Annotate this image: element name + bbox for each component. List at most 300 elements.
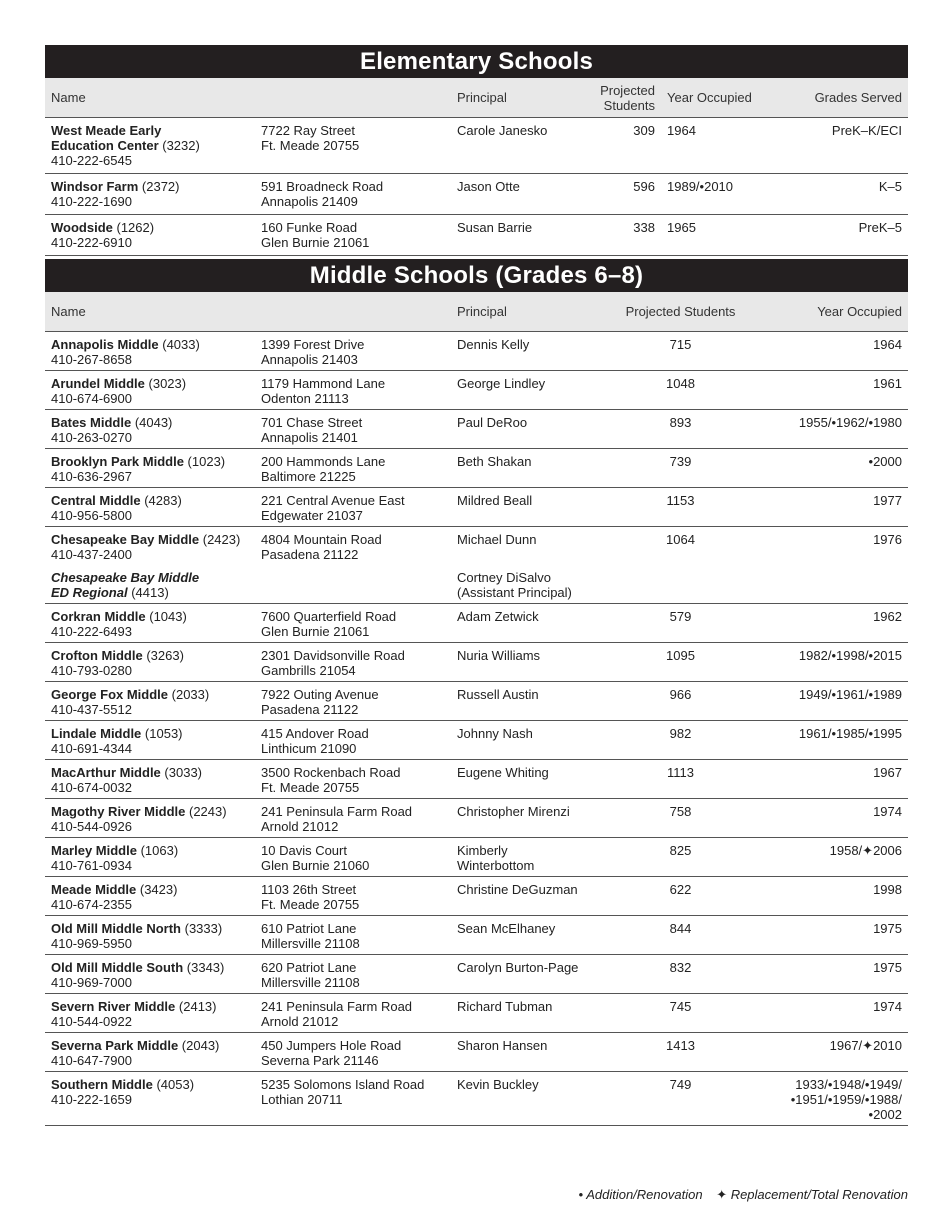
address-cell [255, 488, 451, 527]
school-name: Meade Middle [51, 882, 137, 897]
year-occupied-line2: •1951/•1959/•1988/•2002 [790, 1092, 902, 1122]
table-row [45, 1033, 908, 1072]
principal: Carolyn Burton-Page [457, 960, 579, 975]
students-cell [593, 371, 768, 410]
school-phone: 410-674-6900 [51, 391, 132, 406]
students: 338 [633, 220, 655, 235]
principal-cell [451, 565, 593, 604]
address-line2: Pasadena 21122 [261, 547, 359, 562]
year-occupied-cell [768, 916, 908, 955]
header-year: Year Occupied [661, 78, 761, 118]
school-name: Annapolis Middle [51, 337, 159, 352]
students: 825 [669, 843, 692, 858]
year-occupied-cell [661, 118, 761, 174]
header-grades: Grades Served [761, 78, 908, 118]
table-row [45, 565, 908, 604]
school-name: Arundel Middle [51, 376, 145, 391]
principal: Nuria Williams [457, 648, 541, 663]
students: 982 [669, 726, 692, 741]
address-cell [255, 604, 451, 643]
school-name-cell [45, 488, 255, 527]
address-line2: Gambrills 21054 [261, 663, 356, 678]
students: 1153 [666, 493, 695, 508]
header-principal: Principal [451, 292, 593, 332]
students: 739 [669, 454, 692, 469]
school-code: (4413) [131, 585, 169, 600]
table-row [45, 527, 908, 566]
address: 10 Davis Court [261, 843, 347, 858]
address-line2: Arnold 21012 [261, 819, 339, 834]
principal-cell [451, 799, 593, 838]
principal-cell [451, 643, 593, 682]
school-phone: 410-793-0280 [51, 663, 132, 678]
address-cell [255, 371, 451, 410]
school-code: (4043) [134, 415, 173, 430]
students-cell [593, 721, 768, 760]
school-name-cell [45, 371, 255, 410]
year-occupied: 1977 [873, 493, 902, 508]
year-occupied-cell [768, 1033, 908, 1072]
students-cell [593, 565, 768, 604]
address-line2: Glen Burnie 21060 [261, 858, 370, 873]
school-phone: 410-674-2355 [51, 897, 132, 912]
principal-cell [451, 1033, 593, 1072]
school-name-cell [45, 1072, 255, 1126]
elementary-header-row [45, 78, 908, 118]
address: 160 Funke Road [261, 220, 358, 235]
address-cell [255, 994, 451, 1033]
header-principal: Principal [451, 78, 593, 118]
year-occupied: 1961/•1985/•1995 [798, 726, 902, 741]
year-occupied: 1962 [873, 609, 902, 624]
students: 1113 [667, 765, 694, 780]
school-name-cell [45, 410, 255, 449]
year-occupied: 1967 [873, 765, 902, 780]
school-name: Marley Middle [51, 843, 137, 858]
year-occupied-cell [768, 527, 908, 566]
school-phone: 410-222-6545 [51, 153, 132, 168]
address-cell [255, 118, 451, 174]
year-occupied-cell [768, 1072, 908, 1126]
table-row [45, 721, 908, 760]
principal: Christine DeGuzman [457, 882, 578, 897]
address-line2: Baltimore 21225 [261, 469, 356, 484]
address-line2: Annapolis 21401 [261, 430, 358, 445]
address-cell [255, 215, 451, 256]
grades-served: PreK–K/ECI [831, 123, 902, 138]
school-code: (4053) [156, 1077, 195, 1092]
year-occupied: 1982/•1998/•2015 [798, 648, 902, 663]
address-line2: Annapolis 21403 [261, 352, 358, 367]
address-cell [255, 565, 451, 604]
school-phone: 410-222-1690 [51, 194, 132, 209]
school-name: MacArthur Middle [51, 765, 161, 780]
address-cell [255, 682, 451, 721]
school-phone: 410-267-8658 [51, 352, 132, 367]
address-cell [255, 332, 451, 371]
school-name: Crofton Middle [51, 648, 143, 663]
middle-header-row [45, 292, 908, 332]
students-cell [593, 1033, 768, 1072]
grades-served-cell [761, 118, 908, 174]
year-occupied: 1933/•1948/•1949/ [795, 1077, 902, 1092]
students-cell [593, 955, 768, 994]
year-occupied: 1976 [873, 532, 902, 547]
school-phone: 410-674-0032 [51, 780, 132, 795]
table-row [45, 118, 908, 174]
address: 5235 Solomons Island Road [261, 1077, 425, 1092]
address: 620 Patriot Lane [261, 960, 357, 975]
address-line2: Glen Burnie 21061 [261, 235, 370, 250]
address: 1179 Hammond Lane [261, 376, 386, 391]
school-code: (1043) [149, 609, 187, 624]
students: 579 [669, 609, 692, 624]
school-name-cell [45, 1033, 255, 1072]
address-line2: Edgewater 21037 [261, 508, 363, 523]
year-occupied-cell [768, 604, 908, 643]
school-code: (2372) [141, 179, 180, 194]
year-occupied-cell [768, 332, 908, 371]
principal-cell [451, 215, 593, 256]
table-row [45, 410, 908, 449]
school-code: (1262) [116, 220, 155, 235]
year-occupied: 1967/✦2010 [829, 1038, 902, 1053]
school-phone: 410-956-5800 [51, 508, 132, 523]
school-name: Central Middle [51, 493, 141, 508]
address: 610 Patriot Lane [261, 921, 357, 936]
students: 1413 [666, 1038, 695, 1053]
address: 2301 Davidsonville Road [261, 648, 405, 663]
address-cell [255, 449, 451, 488]
address-line2: Lothian 20711 [261, 1092, 343, 1107]
year-occupied-cell [768, 955, 908, 994]
address-line2: Arnold 21012 [261, 1014, 339, 1029]
principal: Carole Janesko [457, 123, 548, 138]
year-occupied-cell [768, 994, 908, 1033]
year-occupied: 1958/✦2006 [829, 843, 902, 858]
year-occupied-cell [661, 215, 761, 256]
table-row [45, 215, 908, 256]
school-code: (3333) [184, 921, 223, 936]
year-occupied: 1989/•2010 [667, 179, 734, 194]
address-cell [255, 1072, 451, 1126]
principal: Johnny Nash [457, 726, 533, 741]
principal: Jason Otte [457, 179, 520, 194]
principal-cell [451, 118, 593, 174]
address: 450 Jumpers Hole Road [261, 1038, 402, 1053]
students-cell [593, 332, 768, 371]
table-row [45, 449, 908, 488]
principal: Adam Zetwick [457, 609, 539, 624]
table-row [45, 488, 908, 527]
year-occupied-cell [768, 371, 908, 410]
school-name: Southern Middle [51, 1077, 153, 1092]
middle-table [45, 292, 908, 1126]
school-phone: 410-636-2967 [51, 469, 132, 484]
principal-cell [451, 838, 593, 877]
year-occupied-cell [768, 877, 908, 916]
header-name: Name [45, 78, 255, 118]
address: 701 Chase Street [261, 415, 363, 430]
students: 832 [669, 960, 692, 975]
students-cell [593, 118, 661, 174]
address: 7922 Outing Avenue [261, 687, 379, 702]
principal-cell [451, 332, 593, 371]
principal-cell [451, 449, 593, 488]
students-cell [593, 838, 768, 877]
address-line2: Ft. Meade 20755 [261, 897, 360, 912]
school-code: (2043) [181, 1038, 220, 1053]
table-row [45, 916, 908, 955]
table-row [45, 799, 908, 838]
school-phone: 410-969-7000 [51, 975, 132, 990]
middle-title: Middle Schools (Grades 6–8) [45, 259, 908, 292]
principal: Kevin Buckley [457, 1077, 539, 1092]
address-cell [255, 410, 451, 449]
header-year: Year Occupied [768, 292, 908, 332]
grades-served: K–5 [878, 179, 902, 194]
students-cell [593, 604, 768, 643]
address: 1399 Forest Drive [261, 337, 365, 352]
school-name-cell [45, 174, 255, 215]
students: 745 [669, 999, 692, 1014]
year-occupied-cell [768, 838, 908, 877]
principal-cell [451, 721, 593, 760]
school-name: Woodside [51, 220, 113, 235]
year-occupied-cell [768, 449, 908, 488]
school-code: (3423) [139, 882, 178, 897]
address-line2: Linthicum 21090 [261, 741, 357, 756]
year-occupied-cell [768, 682, 908, 721]
school-name-cell [45, 955, 255, 994]
table-row [45, 1072, 908, 1126]
school-code: (1063) [140, 843, 179, 858]
principal: Cortney DiSalvo [457, 570, 551, 585]
school-phone: 410-222-6910 [51, 235, 132, 250]
year-occupied: 1949/•1961/•1989 [798, 687, 902, 702]
school-code: (1023) [187, 454, 226, 469]
year-occupied: 1974 [873, 999, 902, 1014]
address-line2: Millersville 21108 [261, 936, 360, 951]
address: 200 Hammonds Lane [261, 454, 386, 469]
address: 415 Andover Road [261, 726, 369, 741]
principal: Christopher Mirenzi [457, 804, 570, 819]
school-name: West Meade Early Education Center [51, 123, 162, 153]
students-cell [593, 174, 661, 215]
header-students: Projected Students [593, 292, 768, 332]
students-cell [593, 488, 768, 527]
year-occupied-cell [768, 488, 908, 527]
school-phone: 410-437-2400 [51, 547, 132, 562]
principal-line2: Winterbottom [457, 858, 535, 873]
address: 4804 Mountain Road [261, 532, 382, 547]
address-line2: Annapolis 21409 [261, 194, 358, 209]
school-code: (3263) [146, 648, 184, 663]
school-code: (4283) [144, 493, 182, 508]
school-name: Lindale Middle [51, 726, 142, 741]
students: 715 [669, 337, 692, 352]
school-name-cell [45, 721, 255, 760]
students: 309 [633, 123, 655, 138]
school-name-cell [45, 332, 255, 371]
school-phone: 410-691-4344 [51, 741, 132, 756]
address: 241 Peninsula Farm Road [261, 804, 413, 819]
school-name-cell [45, 760, 255, 799]
principal-cell [451, 604, 593, 643]
students-cell [593, 215, 661, 256]
table-row [45, 604, 908, 643]
school-code: (2413) [178, 999, 217, 1014]
students-cell [593, 916, 768, 955]
year-occupied: 1975 [873, 921, 902, 936]
address-cell [255, 838, 451, 877]
students-cell [593, 760, 768, 799]
year-occupied: 1998 [873, 882, 902, 897]
principal: Kimberly [457, 843, 508, 858]
legend-addition: • Addition/Renovation [578, 1187, 703, 1202]
address-cell [255, 955, 451, 994]
principal-cell [451, 410, 593, 449]
students-cell [593, 799, 768, 838]
school-code: (3023) [148, 376, 187, 391]
principal-cell [451, 877, 593, 916]
school-code: (2033) [171, 687, 210, 702]
address-line2: Glen Burnie 21061 [261, 624, 370, 639]
table-row [45, 332, 908, 371]
principal-cell [451, 955, 593, 994]
school-phone: 410-969-5950 [51, 936, 132, 951]
school-name-cell [45, 565, 255, 604]
school-name-cell [45, 215, 255, 256]
school-code: (2243) [188, 804, 227, 819]
school-name-cell [45, 604, 255, 643]
year-occupied-cell [768, 643, 908, 682]
school-name-cell [45, 838, 255, 877]
school-code: (3033) [164, 765, 202, 780]
address-cell [255, 916, 451, 955]
year-occupied: 1974 [873, 804, 902, 819]
school-name: Chesapeake Bay Middle [51, 532, 200, 547]
students-cell [593, 682, 768, 721]
school-name: Old Mill Middle South [51, 960, 184, 975]
principal: George Lindley [457, 376, 546, 391]
address: 591 Broadneck Road [261, 179, 384, 194]
address-cell [255, 799, 451, 838]
school-name: Corkran Middle [51, 609, 146, 624]
table-row [45, 643, 908, 682]
students: 1064 [666, 532, 695, 547]
school-name: Windsor Farm [51, 179, 139, 194]
address-cell [255, 721, 451, 760]
header-name: Name [45, 292, 255, 332]
school-phone: 410-263-0270 [51, 430, 132, 445]
table-row [45, 760, 908, 799]
school-phone: 410-544-0922 [51, 1014, 132, 1029]
school-name-cell [45, 877, 255, 916]
school-code: (2423) [202, 532, 241, 547]
table-row [45, 371, 908, 410]
address-line2: Odenton 21113 [261, 391, 349, 406]
year-occupied-cell [768, 410, 908, 449]
address: 7600 Quarterfield Road [261, 609, 397, 624]
table-row [45, 838, 908, 877]
school-name-line2: ED Regional [51, 585, 128, 600]
principal: Mildred Beall [457, 493, 533, 508]
principal-cell [451, 916, 593, 955]
year-occupied: 1964 [667, 123, 696, 138]
year-occupied: 1961 [873, 376, 902, 391]
school-phone: 410-761-0934 [51, 858, 132, 873]
school-name-cell [45, 118, 255, 174]
address: 221 Central Avenue East [261, 493, 405, 508]
principal: Sean McElhaney [457, 921, 556, 936]
students: 893 [669, 415, 692, 430]
header-students: Projected Students [593, 78, 661, 118]
students-cell [593, 877, 768, 916]
page [45, 45, 908, 1126]
school-name-cell [45, 799, 255, 838]
school-phone: 410-222-1659 [51, 1092, 132, 1107]
principal: Paul DeRoo [457, 415, 528, 430]
school-name: Bates Middle [51, 415, 132, 430]
principal: Eugene Whiting [457, 765, 549, 780]
students: 844 [669, 921, 692, 936]
school-name-cell [45, 449, 255, 488]
students: 596 [633, 179, 655, 194]
address-line2: Severna Park 21146 [261, 1053, 379, 1068]
year-occupied-cell [661, 174, 761, 215]
students-cell [593, 643, 768, 682]
table-row [45, 994, 908, 1033]
students: 1095 [666, 648, 695, 663]
year-occupied: 1965 [667, 220, 696, 235]
address: 1103 26th Street [261, 882, 357, 897]
principal-cell [451, 527, 593, 566]
school-name-cell [45, 643, 255, 682]
year-occupied: 1964 [873, 337, 902, 352]
address: 3500 Rockenbach Road [261, 765, 401, 780]
principal: Russell Austin [457, 687, 539, 702]
principal-cell [451, 682, 593, 721]
school-code: (1053) [144, 726, 183, 741]
address-line2: Ft. Meade 20755 [261, 780, 360, 795]
students-cell [593, 527, 768, 566]
year-occupied: 1975 [873, 960, 902, 975]
students-cell [593, 994, 768, 1033]
table-row [45, 174, 908, 215]
school-name: George Fox Middle [51, 687, 169, 702]
grades-served: PreK–5 [858, 220, 902, 235]
principal: Michael Dunn [457, 532, 537, 547]
school-name: Magothy River Middle [51, 804, 186, 819]
school-name: Brooklyn Park Middle [51, 454, 184, 469]
school-name: Chesapeake Bay Middle [51, 570, 200, 585]
address-line2: Pasadena 21122 [261, 702, 359, 717]
school-code: (4033) [162, 337, 200, 352]
address-cell [255, 643, 451, 682]
students-cell [593, 410, 768, 449]
school-phone: 410-544-0926 [51, 819, 132, 834]
grades-served-cell [761, 215, 908, 256]
address-cell [255, 760, 451, 799]
principal-cell [451, 488, 593, 527]
legend-replacement: ✦ Replacement/Total Renovation [716, 1187, 908, 1202]
students: 758 [669, 804, 692, 819]
elementary-table [45, 78, 908, 256]
principal-line2: (Assistant Principal) [457, 585, 572, 600]
year-occupied: 1955/•1962/•1980 [798, 415, 902, 430]
students-cell [593, 1072, 768, 1126]
